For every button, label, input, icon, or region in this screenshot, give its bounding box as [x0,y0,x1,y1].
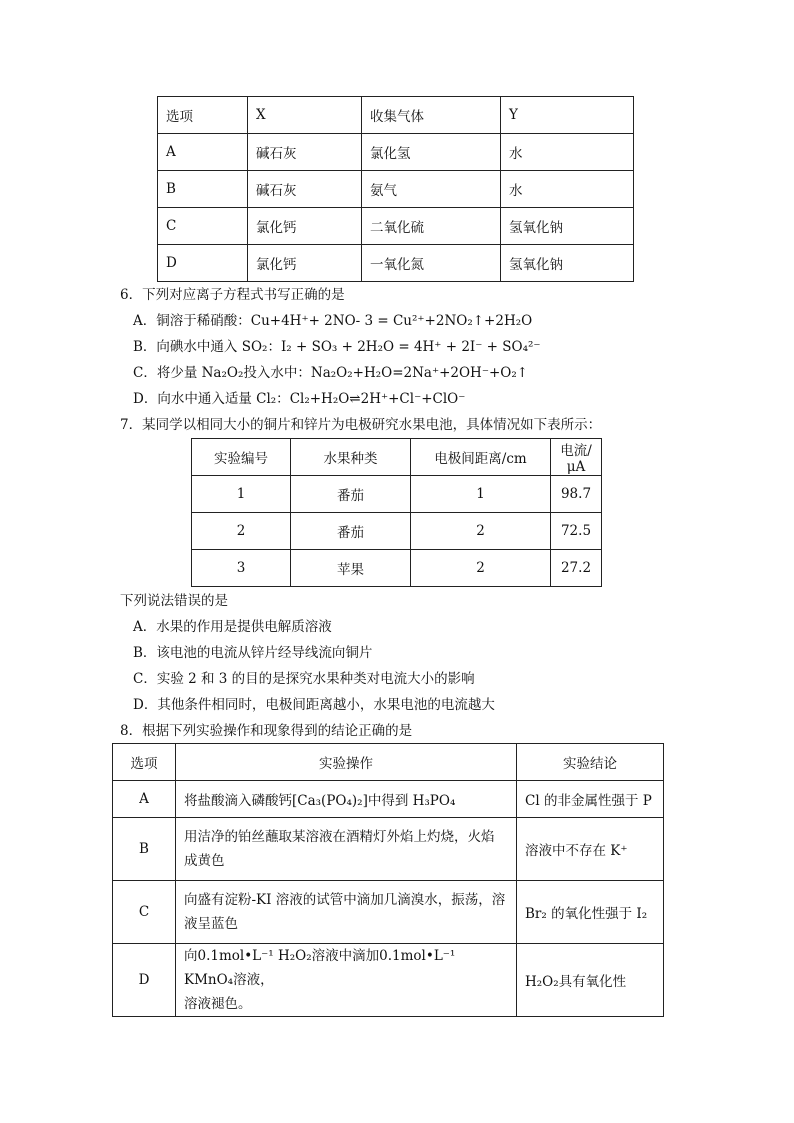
table-cell: 2 [192,513,291,550]
operation-line: 用洁净的铂丝蘸取某溶液在酒精灯外焰上灼烧，火焰 [184,829,495,845]
option-equation: Cl₂+H₂O⇌2H⁺+Cl⁻+ClO⁻ [289,391,466,407]
table-cell: 27.2 [551,550,602,587]
table-row [113,818,664,881]
table-cell: 氯化钙 [248,245,362,282]
table-header-row [158,97,634,134]
table-cell: A [113,781,176,818]
table-cell: D [158,245,248,282]
table-cell [176,881,517,944]
table-cell: B [113,818,176,881]
table-cell: 2 [411,550,551,587]
question-6-option-c [133,363,528,383]
table-row [158,208,634,245]
table-header-cell: 实验操作 [176,744,517,781]
table-row [158,134,634,171]
table-row [113,881,664,944]
question-7-option-c: C．实验 2 和 3 的目的是探究水果种类对电流大小的影响 [133,671,475,687]
fruit-battery-table [191,438,602,587]
table-cell [176,818,517,881]
table-cell: 一氧化氮 [362,245,501,282]
table-header-cell: 实验结论 [517,744,664,781]
option-label: C．将少量 Na₂O₂投入水中： [133,365,311,381]
option-equation: Cu+4H⁺+ 2NO‐ 3 = Cu²⁺+2NO₂↑+2H₂O [250,313,533,329]
question-7-option-b: B．该电池的电流从锌片经导线流向铜片 [133,645,373,661]
table-cell: 1 [192,476,291,513]
operation-line: 将盐酸滴入磷酸钙[Ca₃(PO₄)₂]中得到 H₃PO₄ [184,793,456,809]
table-cell: C [158,208,248,245]
table-header-cell: 收集气体 [362,97,501,134]
table-header-cell: 实验编号 [192,439,291,476]
table-cell: 水 [501,134,634,171]
table-cell: 溶液中不存在 K⁺ [517,818,664,881]
operation-line: 向盛有淀粉-KI 溶液的试管中滴加几滴溴水，振荡，溶 [184,892,506,908]
table-cell: 番茄 [291,513,411,550]
table-cell: 3 [192,550,291,587]
operation-line: 溶液褪色。 [184,996,252,1012]
table-cell: 氯化钙 [248,208,362,245]
option-label: B．向碘水中通入 SO₂： [133,339,281,355]
table-header-cell: X [248,97,362,134]
table-header-cell: 选项 [158,97,248,134]
table-cell: 2 [411,513,551,550]
table-row [113,781,664,818]
table-row [192,513,602,550]
question-7-prompt: 下列说法错误的是 [120,593,228,609]
table-header-row [192,439,602,476]
table-cell: 苹果 [291,550,411,587]
table-row [158,245,634,282]
table-cell: 水 [501,171,634,208]
gas-collection-table [157,96,634,282]
table-header-cell: 水果种类 [291,439,411,476]
option-label: D．向水中通入适量 Cl₂： [133,391,290,407]
question-6-stem: 6．下列对应离子方程式书写正确的是 [120,287,345,303]
experiment-conclusion-table [112,743,664,1017]
table-header-cell: Y [501,97,634,134]
table-cell: 1 [411,476,551,513]
table-cell: 碱石灰 [248,171,362,208]
table-header-cell: 选项 [113,744,176,781]
table-cell [176,944,517,1017]
operation-line: 成黄色 [184,853,225,869]
question-6-option-a [133,311,532,331]
table-cell: 氨气 [362,171,501,208]
table-cell: A [158,134,248,171]
table-cell: 番茄 [291,476,411,513]
table-cell: 氢氧化钠 [501,245,634,282]
question-8-stem: 8．根据下列实验操作和现象得到的结论正确的是 [120,723,413,739]
table-cell [176,781,517,818]
table-header-row [113,744,664,781]
table-header-cell: 电极间距离/cm [411,439,551,476]
table-row [158,171,634,208]
table-cell: B [158,171,248,208]
table-cell: Cl 的非金属性强于 P [517,781,664,818]
table-header-cell: 电流/μA [551,439,602,476]
operation-line: 液呈蓝色 [184,916,238,932]
option-label: A．铜溶于稀硝酸： [133,313,251,329]
operation-line: 向0.1mol•L⁻¹ H₂O₂溶液中滴加0.1mol•L⁻¹ KMnO₄溶液， [184,948,456,988]
table-cell: 二氧化硫 [362,208,501,245]
table-cell: 碱石灰 [248,134,362,171]
question-6-option-b [133,337,541,357]
table-cell: 氢氧化钠 [501,208,634,245]
table-row [192,550,602,587]
question-7-option-d: D．其他条件相同时，电极间距离越小，水果电池的电流越大 [133,697,495,713]
question-7-option-a: A．水果的作用是提供电解质溶液 [133,619,332,635]
table-cell: 72.5 [551,513,602,550]
table-cell: 氯化氢 [362,134,501,171]
table-cell: C [113,881,176,944]
table-cell: 98.7 [551,476,602,513]
table-row [113,944,664,1017]
option-equation: Na₂O₂+H₂O=2Na⁺+2OH⁻+O₂↑ [310,365,529,381]
table-cell: D [113,944,176,1017]
table-row [192,476,602,513]
table-cell: Br₂ 的氧化性强于 I₂ [517,881,664,944]
question-7-stem: 7．某同学以相同大小的铜片和锌片为电极研究水果电池，具体情况如下表所示： [120,417,602,433]
question-6-option-d [133,389,465,409]
option-equation: I₂ + SO₃ + 2H₂O = 4H⁺ + 2I⁻ + SO₄²⁻ [280,339,541,355]
table-cell: H₂O₂具有氧化性 [517,944,664,1017]
